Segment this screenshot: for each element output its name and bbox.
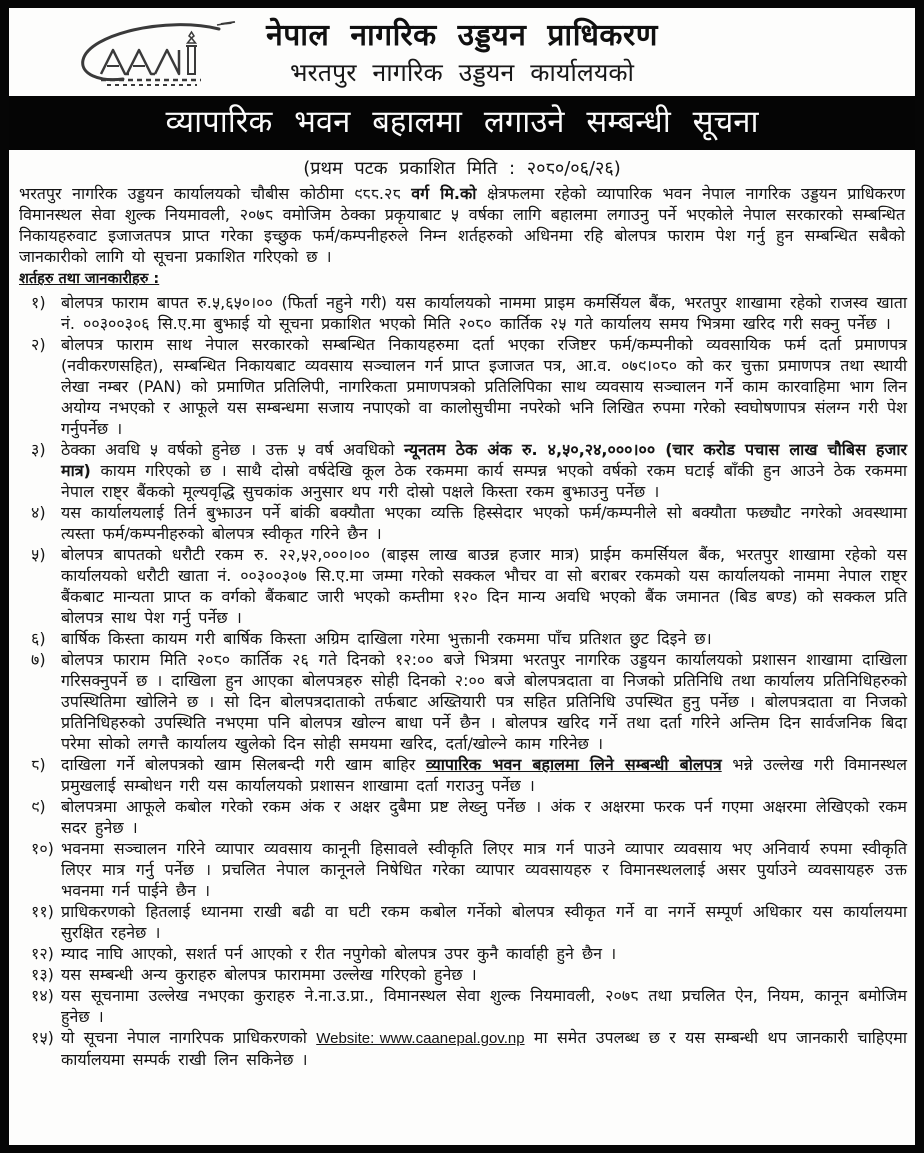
item-text <box>61 901 907 943</box>
conditions-heading: शर्तहरु तथा जानकारीहरु : <box>19 271 160 287</box>
notice-item <box>17 649 907 754</box>
text-segment: बोलपत्र बापतको धरौटी रकम रु. २२,५२,०००।०० (बाइस लाख बाउन्न हजार मात्र) प्राईम कमर्सियल बैंक, भरतपुर शाखामा रहेको यस कार्यालयको धरौटी खाता नं. ००३००३०७ सि.ए.मा जम्मा गरेको सक्कल भौचर वा सो बराबर रकमको यस कार्यालयको नाममा नेपाल राष्ट्र बैंकबाट मान्यता प्राप्त क वर्गको बैंकबाट जारी भएको कम्तीमा १२० दिन मान्य अवधि भएको बैंक जमानत (बिड बण्ड) को सक्कल प्रति बोलपत्र साथ पेश गर्नु पर्नेछ । <box>61 545 907 627</box>
item-number: १०) <box>31 839 54 858</box>
notice-item <box>17 439 907 502</box>
item-number: ५) <box>31 545 46 564</box>
item-text <box>61 334 907 439</box>
item-text <box>61 439 907 502</box>
item-number: १४) <box>31 986 54 1005</box>
item-text <box>61 964 907 985</box>
text-segment: प्राधिकरणको हितलाई ध्यानमा राखी बढी वा घटी रकम कबोल गर्नेको बोलपत्र स्वीकृत गर्ने वा नगर्ने सम्पूर्ण अधिकार यस कार्यालयमा सुरक्षित रहनेछ । <box>61 902 907 942</box>
text-segment: व्यापारिक भवन बहालमा लिने सम्बन्धी बोलपत्र <box>425 755 722 774</box>
notice-item <box>17 796 907 838</box>
item-number: ६) <box>31 629 46 648</box>
office-subtitle: भरतपुर नागरिक उड्डयन कार्यालयको <box>289 58 635 87</box>
text-segment: बोलपत्रमा आफूले कबोल गरेको रकम अंक र अक्षर दुबैमा प्रष्ट लेख्नु पर्नेछ । अंक र अक्षरमा फरक पर्न गएमा अक्षरमा लेखिएको रकम सदर हुनेछ । <box>61 797 907 837</box>
publication-date-line: (प्रथम पटक प्रकाशित मिति : २०८०/०६/२६) <box>303 158 621 179</box>
notice-item <box>17 1027 907 1070</box>
item-number: ८) <box>31 755 46 774</box>
item-number: ७) <box>31 650 46 669</box>
text-segment: म्याद नाघि आएको, सशर्त पर्न आएको र रीत नपुगेको बोलपत्र उपर कुनै कार्वाही हुने छैन । <box>61 944 617 963</box>
item-number: ९) <box>31 797 46 816</box>
text-segment: यो सूचना नेपाल नागरिपक प्राधिकरणको <box>61 1028 317 1047</box>
item-text <box>61 985 907 1027</box>
item-number: १३) <box>31 965 54 984</box>
item-text <box>61 544 907 628</box>
notice-item <box>17 502 907 544</box>
notice-item <box>17 901 907 943</box>
notice-item <box>17 943 907 964</box>
caan-logo-icon <box>71 16 251 88</box>
website-link[interactable]: Website: www.caanepal.gov.np <box>316 1030 525 1047</box>
item-number: ४) <box>31 503 46 522</box>
notice-title-banner: व्यापारिक भवन बहालमा लगाउने सम्बन्धी सूचना <box>9 96 915 150</box>
item-text <box>61 943 907 964</box>
text-segment: बोलपत्र फाराम मिति २०८० कार्तिक २६ गते दिनको १२:०० बजे भित्रमा भरतपुर नागरिक उड्डयन कार्यालयको प्रशासन शाखामा दाखिला गरिसक्नुपर्ने छ । दाखिला हुन आएका बोलपत्रहरु सोही दिनको २:०० बजे बोलपत्रदाता वा निजको प्रतिनिधि तथा कार्यालय प्रतिनिधिहरुको उपस्थितिमा खोलिने छ । सो दिन बोलपत्रदाताको तर्फबाट अख्तियारी पत्र सहित प्रतिनिधि उपस्थित हुनु पर्नेछ । बोलपत्रदाता वा निजको प्रतिनिधिहरुको उपस्थिति नभएमा पनि बोलपत्र खोल्न बाधा पर्ने छैन । बोलपत्र खरिद गर्ने तथा दर्ता गरिने अन्तिम दिन सार्वजनिक बिदा परेमा सोको लगत्तै कार्यालय खुलेको दिन सोही समयमा खरिद, दर्ता/खोल्ने काम गरिनेछ । <box>61 650 907 753</box>
item-text <box>61 292 907 334</box>
notice-content <box>9 150 915 1070</box>
notice-item <box>17 292 907 334</box>
text-segment: कायम गरिएको छ । साथै दोस्रो वर्षदेखि कूल ठेक रकममा कार्य सम्पन्न भएको वर्षको रकम घटाई बाँकी हुन आउने ठेक रकममा नेपाल राष्ट्र बैंकको मूल्यवृद्धि सुचकांक अनुसार थप गरी दोस्रो पक्षले किस्ता रकम बुझाउनु पर्नेछ । <box>61 461 907 501</box>
text-segment: भन्ने उल्लेख गरी विमानस्थल प्रमुखलाई सम्बोधन गरी यस कार्यालयको प्रशासन शाखामा दर्ता गराउनु पर्नेछ । <box>61 755 907 795</box>
intro-paragraph <box>19 183 905 267</box>
item-number: १२) <box>31 944 54 963</box>
notice-item <box>17 544 907 628</box>
text-segment: यस सूचनामा उल्लेख नभएका कुराहरु ने.ना.उ.प्रा., विमानस्थल सेवा शुल्क नियमावली, २०७८ तथा प्रचलित ऐन, नियम, कानून बमोजिम हुनेछ । <box>61 986 907 1026</box>
authority-title: नेपाल नागरिक उड्डयन प्राधिकरण <box>266 18 658 53</box>
item-number: १५) <box>31 1028 54 1047</box>
document-body <box>9 8 915 1145</box>
text-segment: क्षेत्रफलमा रहेको व्यापारिक भवन नेपाल नागरिक उड्डयन प्राधिकरण विमानस्थल सेवा शुल्क नियमावली, २०७८ वमोजिम ठेक्का प्रकृयाबाट ५ वर्षका लागि बहालमा लगाउनु पर्ने भएकोले नेपाल सरकारको सम्बन्धित निकायहरुवाट इजाजतपत्र प्राप्त गरेका इच्छुक फर्म/कम्पनीहरुले निम्न शर्तहरुको अधिनमा रहि बोलपत्र फाराम पेश गर्नु हुन सम्बन्धित सबैको जानकारीको लागि यो सूचना प्रकाशित गरिएको छ । <box>19 184 905 266</box>
text-segment: बोलपत्र फाराम बापत रु.५,६५०।०० (फिर्ता नहुने गरी) यस कार्यालयको नाममा प्राइम कमर्सियल बैंक, भरतपुर शाखामा रहेको राजस्व खाता नं. ००३००३०६ सि.ए.मा बुझाई यो सूचना प्रकाशित भएको मिति २०८० कार्तिक २५ गते कार्यालय समय भित्रमा खरिद गरी सक्नु पर्नेछ । <box>61 293 907 333</box>
notice-item <box>17 838 907 901</box>
notice-item <box>17 628 907 649</box>
notice-item <box>17 964 907 985</box>
item-number: ११) <box>31 902 54 921</box>
text-segment: वर्ग मि.को <box>411 184 477 203</box>
item-text <box>61 838 907 901</box>
notice-item <box>17 754 907 796</box>
item-number: २) <box>31 335 46 354</box>
text-segment: यस कार्यालयलाई तिर्न बुझाउन पर्ने बांकी बक्यौता भएका व्यक्ति हिस्सेदार भएको फर्म/कम्पनीले सो बक्यौता फछ्यौट नगरेको अवस्थामा त्यस्ता फर्म/कम्पनीहरुको बोलपत्र स्वीकृत गरिने छैन । <box>61 503 907 543</box>
item-text <box>61 649 907 754</box>
text-segment: यस सम्बन्धी अन्य कुराहरु बोलपत्र फाराममा उल्लेख गरिएको हुनेछ । <box>61 965 477 984</box>
document-header <box>9 8 915 96</box>
conditions-list <box>17 292 907 1070</box>
item-text <box>61 754 907 796</box>
text-segment: भरतपुर नागरिक उड्डयन कार्यालयको चौबीस कोठीमा ९८८.२८ <box>19 184 412 203</box>
text-segment: बोलपत्र फाराम साथ नेपाल सरकारको सम्बन्धित निकायहरुमा दर्ता भएका रजिष्टर फर्म/कम्पनीको व्यवसायिक फर्म दर्ता प्रमाणपत्र (नवीकरणसहित), सम्बन्धित निकायबाट व्यवसाय सञ्चालन गर्न प्राप्त इजाजत पत्र, आ.व. ०७९।०८० को कर चुक्ता प्रमाणपत्र तथा स्थायी लेखा नम्बर (PAN) को प्रमाणित प्रतिलिपी, नागरिकता प्रमाणपत्रको प्रतिलिपिका साथ व्यवसाय सञ्चालन गर्ने काम कारवाहिमा भाग लिन अयोग्य नभएको र आफूले यस सम्बन्धमा सजाय नपाएको वा कालोसुचीमा नपरेको भनि लिखित रुपमा गरेको स्वघोषणापत्र संलग्न गरी पेश गर्नुपर्नेछ । <box>61 335 907 438</box>
item-text <box>61 1027 907 1070</box>
item-text <box>61 502 907 544</box>
item-text <box>61 796 907 838</box>
text-segment: ठेक्का अवधि ५ वर्षको हुनेछ । उक्त ५ वर्ष अवधिको <box>61 440 405 459</box>
text-segment: दाखिला गर्ने बोलपत्रको खाम सिलबन्दी गरी खाम बाहिर <box>61 755 426 774</box>
text-segment: मा समेत उपलब्ध छ र यस सम्बन्धी थप जानकारी चाहिएमा कार्यालयमा सम्पर्क राखी लिन सकिनेछ । <box>61 1028 907 1069</box>
text-segment: बार्षिक किस्ता कायम गरी बार्षिक किस्ता अग्रिम दाखिला गरेमा भुक्तानी रकममा पाँच प्रतिशत छुट दिइने छ। <box>61 629 712 648</box>
item-number: ३) <box>31 440 46 459</box>
item-number: १) <box>31 293 46 312</box>
notice-item <box>17 985 907 1027</box>
text-segment: न्यूनतम ठेक अंक रु. ४,५०,२४,०००।०० (चार करोड पचास लाख चौबिस हजार मात्र) <box>61 440 908 480</box>
notice-item <box>17 334 907 439</box>
text-segment: भवनमा सञ्चालन गरिने व्यापार व्यवसाय कानूनी हिसावले स्वीकृति लिएर मात्र गर्न पाउने व्यापार व्यवसाय भए अनिवार्य रुपमा स्वीकृति लिएर मात्र गर्नु पर्नेछ । प्रचलित नेपाल कानूनले निषेधित गरेका व्यापार व्यवसायहरु र विमानस्थललाई असर पुर्याउने व्यवसायहरु उक्त भवनमा गर्न पाईने छैन । <box>61 839 907 900</box>
item-text <box>61 628 907 649</box>
